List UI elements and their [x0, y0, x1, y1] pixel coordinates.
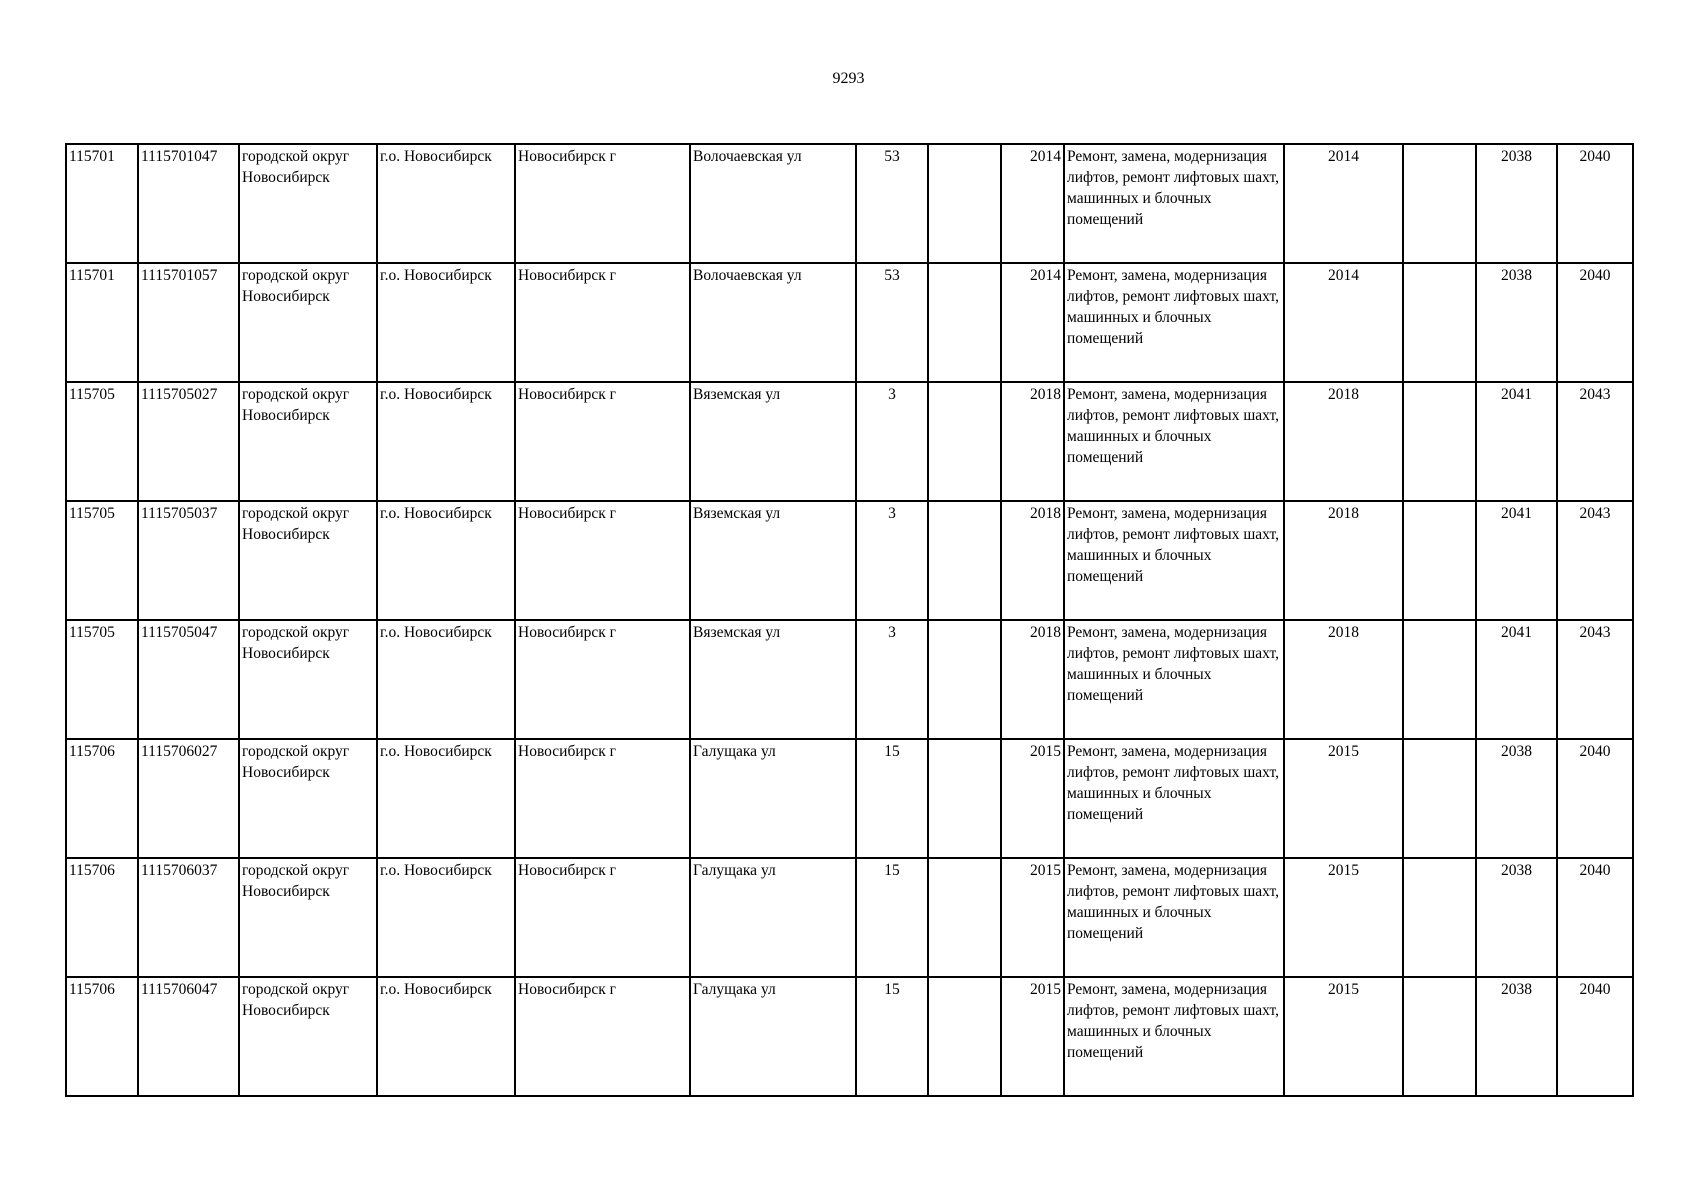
cell-period-from: 2038 [1476, 739, 1557, 858]
table-row [66, 501, 1633, 620]
cell-year-built: 2014 [1001, 144, 1064, 263]
cell-empty [928, 620, 1001, 739]
cell-street: Галущака ул [690, 858, 856, 977]
cell-city: Новосибирск г [515, 144, 690, 263]
cell-year-built: 2015 [1001, 739, 1064, 858]
cell-year-built: 2018 [1001, 620, 1064, 739]
cell-year-work: 2015 [1284, 739, 1403, 858]
cell-empty [1403, 382, 1476, 501]
cell-city: Новосибирск г [515, 858, 690, 977]
cell-work-type: Ремонт, замена, модернизация лифтов, ремонт лифтовых шахт, машинных и блочных помещений [1064, 501, 1284, 620]
cell-code: 115701 [66, 144, 138, 263]
cell-city: Новосибирск г [515, 977, 690, 1096]
cell-code: 115705 [66, 620, 138, 739]
cell-work-type: Ремонт, замена, модернизация лифтов, ремонт лифтовых шахт, машинных и блочных помещений [1064, 382, 1284, 501]
cell-street: Вяземская ул [690, 382, 856, 501]
cell-city: Новосибирск г [515, 739, 690, 858]
cell-year-work: 2015 [1284, 977, 1403, 1096]
cell-empty [928, 977, 1001, 1096]
cell-year-built: 2015 [1001, 858, 1064, 977]
cell-year-work: 2014 [1284, 144, 1403, 263]
cell-city: Новосибирск г [515, 501, 690, 620]
cell-empty [1403, 977, 1476, 1096]
cell-work-type: Ремонт, замена, модернизация лифтов, ремонт лифтовых шахт, машинных и блочных помещений [1064, 739, 1284, 858]
cell-year-work: 2018 [1284, 382, 1403, 501]
cell-district: городской округ Новосибирск [239, 620, 377, 739]
cell-empty [928, 739, 1001, 858]
table-row [66, 739, 1633, 858]
cell-id: 1115706027 [138, 739, 239, 858]
cell-go: г.о. Новосибирск [377, 858, 515, 977]
cell-empty [1403, 858, 1476, 977]
cell-period-from: 2038 [1476, 977, 1557, 1096]
cell-year-built: 2018 [1001, 382, 1064, 501]
cell-house: 15 [856, 858, 928, 977]
cell-go: г.о. Новосибирск [377, 144, 515, 263]
cell-id: 1115701057 [138, 263, 239, 382]
cell-house: 15 [856, 739, 928, 858]
cell-go: г.о. Новосибирск [377, 739, 515, 858]
cell-empty [928, 858, 1001, 977]
cell-go: г.о. Новосибирск [377, 382, 515, 501]
cell-empty [1403, 263, 1476, 382]
cell-work-type: Ремонт, замена, модернизация лифтов, ремонт лифтовых шахт, машинных и блочных помещений [1064, 263, 1284, 382]
cell-street: Галущака ул [690, 739, 856, 858]
cell-district: городской округ Новосибирск [239, 977, 377, 1096]
table-row [66, 977, 1633, 1096]
cell-id: 1115706037 [138, 858, 239, 977]
cell-year-built: 2018 [1001, 501, 1064, 620]
cell-empty [928, 382, 1001, 501]
table-row [66, 263, 1633, 382]
cell-work-type: Ремонт, замена, модернизация лифтов, ремонт лифтовых шахт, машинных и блочных помещений [1064, 144, 1284, 263]
cell-work-type: Ремонт, замена, модернизация лифтов, ремонт лифтовых шахт, машинных и блочных помещений [1064, 858, 1284, 977]
cell-city: Новосибирск г [515, 382, 690, 501]
cell-id: 1115706047 [138, 977, 239, 1096]
cell-work-type: Ремонт, замена, модернизация лифтов, ремонт лифтовых шахт, машинных и блочных помещений [1064, 977, 1284, 1096]
cell-code: 115706 [66, 739, 138, 858]
cell-house: 15 [856, 977, 928, 1096]
cell-empty [928, 501, 1001, 620]
cell-district: городской округ Новосибирск [239, 501, 377, 620]
cell-go: г.о. Новосибирск [377, 263, 515, 382]
cell-period-to: 2043 [1557, 501, 1633, 620]
cell-empty [1403, 501, 1476, 620]
cell-go: г.о. Новосибирск [377, 501, 515, 620]
table-row [66, 382, 1633, 501]
table-row [66, 858, 1633, 977]
cell-house: 3 [856, 501, 928, 620]
cell-year-built: 2014 [1001, 263, 1064, 382]
cell-house: 53 [856, 263, 928, 382]
cell-id: 1115705047 [138, 620, 239, 739]
cell-house: 53 [856, 144, 928, 263]
cell-period-from: 2041 [1476, 382, 1557, 501]
cell-empty [1403, 739, 1476, 858]
cell-street: Волочаевская ул [690, 263, 856, 382]
cell-code: 115705 [66, 382, 138, 501]
cell-street: Вяземская ул [690, 501, 856, 620]
cell-period-from: 2038 [1476, 858, 1557, 977]
cell-go: г.о. Новосибирск [377, 620, 515, 739]
cell-period-to: 2043 [1557, 382, 1633, 501]
cell-id: 1115705037 [138, 501, 239, 620]
cell-city: Новосибирск г [515, 620, 690, 739]
cell-period-to: 2040 [1557, 858, 1633, 977]
cell-work-type: Ремонт, замена, модернизация лифтов, ремонт лифтовых шахт, машинных и блочных помещений [1064, 620, 1284, 739]
cell-id: 1115701047 [138, 144, 239, 263]
cell-empty [928, 263, 1001, 382]
cell-year-work: 2018 [1284, 501, 1403, 620]
table-row [66, 144, 1633, 263]
cell-year-work: 2015 [1284, 858, 1403, 977]
cell-code: 115706 [66, 977, 138, 1096]
cell-house: 3 [856, 620, 928, 739]
cell-period-to: 2040 [1557, 263, 1633, 382]
table-body [66, 144, 1633, 1096]
cell-period-from: 2038 [1476, 263, 1557, 382]
cell-code: 115706 [66, 858, 138, 977]
cell-district: городской округ Новосибирск [239, 263, 377, 382]
cell-empty [928, 144, 1001, 263]
cell-period-from: 2041 [1476, 501, 1557, 620]
cell-street: Вяземская ул [690, 620, 856, 739]
cell-period-to: 2040 [1557, 739, 1633, 858]
cell-empty [1403, 144, 1476, 263]
cell-period-from: 2038 [1476, 144, 1557, 263]
cell-house: 3 [856, 382, 928, 501]
cell-district: городской округ Новосибирск [239, 382, 377, 501]
page-number: 9293 [832, 70, 865, 87]
cell-year-built: 2015 [1001, 977, 1064, 1096]
cell-city: Новосибирск г [515, 263, 690, 382]
cell-district: городской округ Новосибирск [239, 144, 377, 263]
registry-table [65, 143, 1634, 1097]
cell-district: городской округ Новосибирск [239, 739, 377, 858]
cell-period-from: 2041 [1476, 620, 1557, 739]
cell-street: Галущака ул [690, 977, 856, 1096]
cell-go: г.о. Новосибирск [377, 977, 515, 1096]
cell-year-work: 2018 [1284, 620, 1403, 739]
cell-district: городской округ Новосибирск [239, 858, 377, 977]
cell-empty [1403, 620, 1476, 739]
table-row [66, 620, 1633, 739]
cell-id: 1115705027 [138, 382, 239, 501]
cell-period-to: 2043 [1557, 620, 1633, 739]
cell-code: 115705 [66, 501, 138, 620]
cell-period-to: 2040 [1557, 144, 1633, 263]
cell-street: Волочаевская ул [690, 144, 856, 263]
cell-year-work: 2014 [1284, 263, 1403, 382]
cell-code: 115701 [66, 263, 138, 382]
cell-period-to: 2040 [1557, 977, 1633, 1096]
